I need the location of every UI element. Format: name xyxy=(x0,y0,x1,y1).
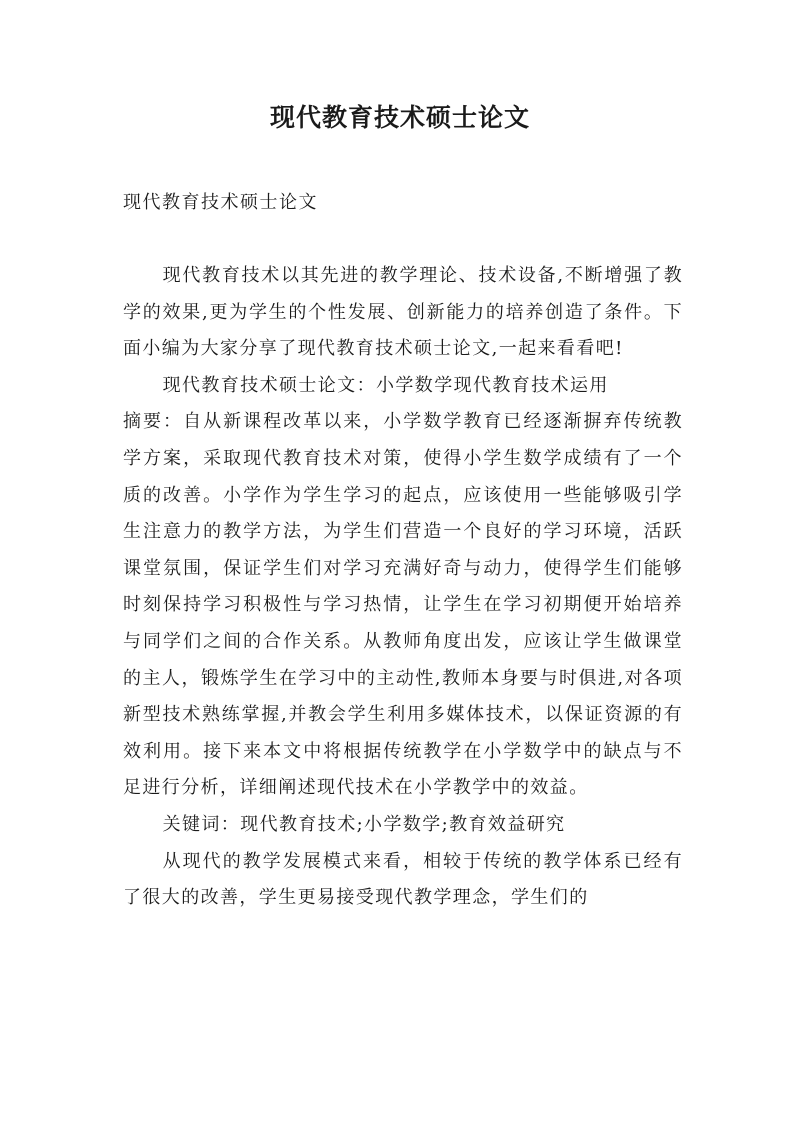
intro-paragraph: 现代教育技术以其先进的教学理论、技术设备,不断增强了教学的效果,更为学生的个性发展、创新能力的培养创造了条件。下面小编为大家分享了现代教育技术硕士论文,一起来看看吧! xyxy=(123,265,683,360)
document-body xyxy=(123,258,683,917)
keywords-paragraph: 关键词：现代教育技术;小学数学;教育效益研究 xyxy=(162,813,566,835)
abstract-paragraph: 摘要：自从新课程改革以来，小学数学教育已经逐渐摒弃传统教学方案，采取现代教育技术对策，使得小学生数学成绩有了一个质的改善。小学作为学生学习的起点，应该使用一些能够吸引学生注意力的教学方法，为学生们营造一个良好的学习环境，活跃课堂氛围，保证学生们对学习充满好奇与动力，使得学生们能够时刻保持学习积极性与学习热情，让学生在学习初期便开始培养与同学们之间的合作关系。从教师角度出发，应该让学生做课堂的主人，锻炼学生在学习中的主动性,教师本身要与时俱进,对各项新型技术熟练掌握,并教会学生利用多媒体技术，以保证资源的有效利用。接下来本文中将根据传统教学在小学数学中的缺点与不足进行分析，详细阐述现代技术在小学教学中的效益。 xyxy=(123,411,683,799)
document-subtitle: 现代教育技术硕士论文 xyxy=(123,192,318,213)
body-paragraph: 从现代的教学发展模式来看，相较于传统的教学体系已经有了很大的改善，学生更易接受现代教学理念，学生们的 xyxy=(123,850,683,909)
section-heading-paragraph: 现代教育技术硕士论文：小学数学现代教育技术运用 xyxy=(162,374,609,396)
document-title: 现代教育技术硕士论文 xyxy=(269,103,530,132)
